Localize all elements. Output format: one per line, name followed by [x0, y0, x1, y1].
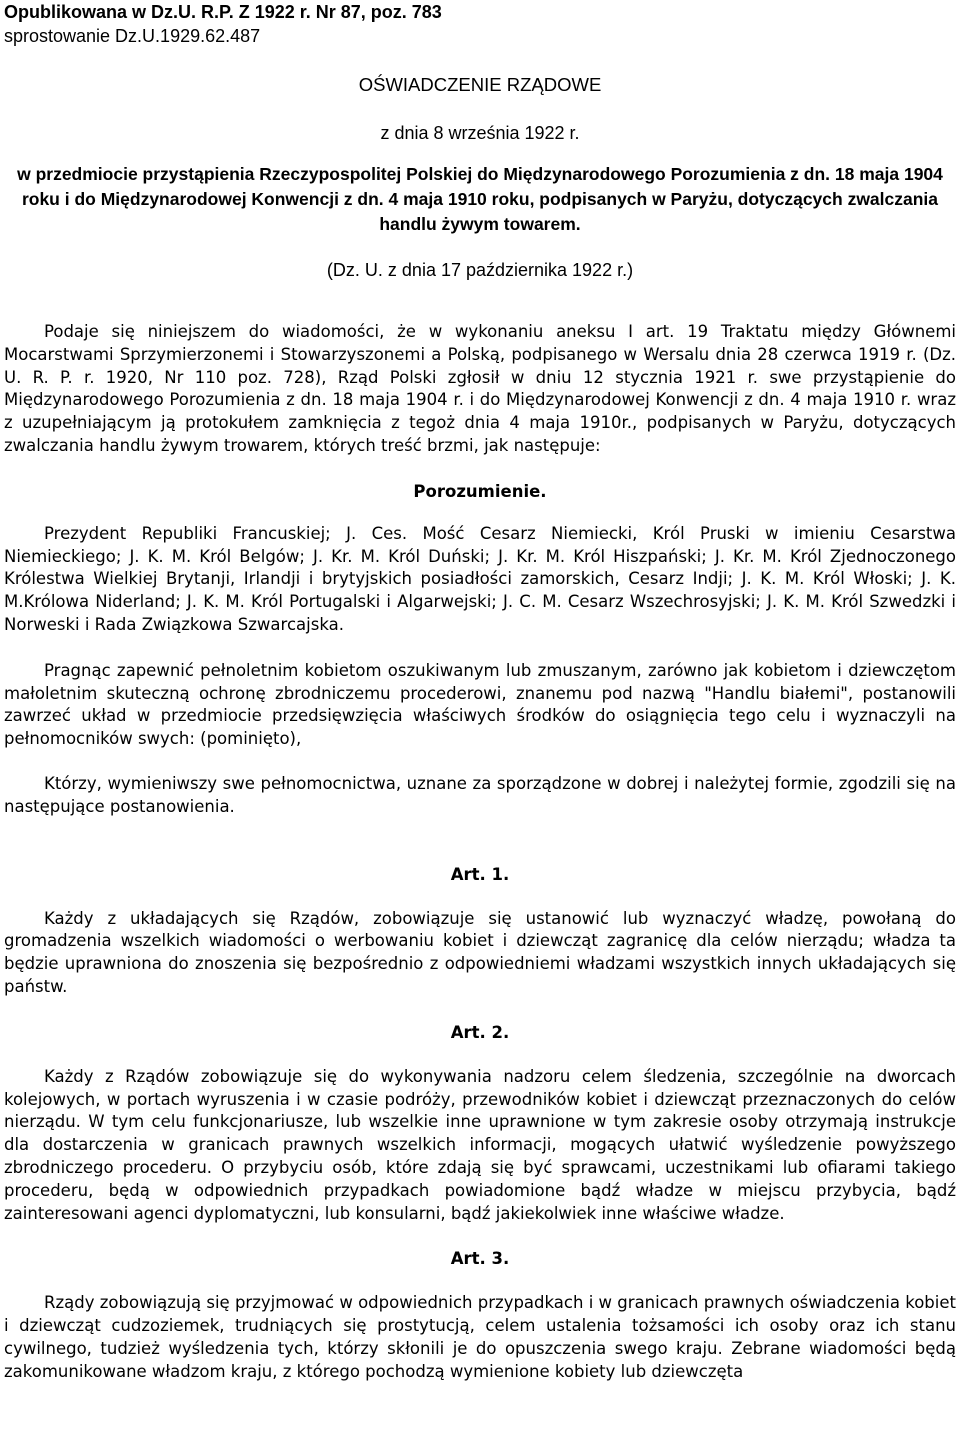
article-heading: Art. 2. — [450, 1022, 510, 1042]
correction-reference: sprostowanie Dz.U.1929.62.487 — [4, 26, 261, 46]
document-subject: w przedmiocie przystąpienia Rzeczypospolitej Polskiej do Międzynarodowego Porozumienia z dn. 18 maja 1904 roku i do Międzynarodowej Konwencji z dn. 4 maja 1910 roku, podpisanych w Paryżu, dotyczących zwalczania handlu żywym towarem. — [17, 164, 943, 234]
document-date: z dnia 8 września 1922 r. — [380, 123, 580, 143]
article-text: Każdy z układających się Rządów, zobowiązuje się ustanowić lub wyznaczyć władzę, powołaną do gromadzenia wszelkich wiadomości o werbowaniu kobiet i dziewcząt zagranicę dla celów nierządu; władza ta będzie uprawniona do znoszenia się bezpośrednio z odpowiedniemi władzami wszystkich innych układających się państw. — [4, 908, 956, 996]
journal-reference: (Dz. U. z dnia 17 października 1922 r.) — [326, 260, 634, 280]
article-3 — [4, 1248, 956, 1383]
document-page — [4, 0, 956, 1384]
plenipotentiaries-paragraph: Którzy, wymieniwszy swe pełnomocnictwa, uznane za sporządzone w dobrej i należytej formie, zgodzili się na następujące postanowienia. — [4, 773, 956, 816]
agreement-heading: Porozumienie. — [413, 481, 547, 501]
article-heading: Art. 3. — [450, 1249, 510, 1269]
article-1 — [4, 864, 956, 999]
publication-header — [4, 0, 956, 48]
publication-reference: Opublikowana w Dz.U. R.P. Z 1922 r. Nr 87, poz. 783 — [4, 2, 442, 22]
article-text: Każdy z Rządów zobowiązuje się do wykonywania nadzoru celem śledzenia, szczególnie na dworcach kolejowych, w portach wyruszenia i w czasie podróży, przewodników kobiet i dziewcząt przeznaczonych do celów nierządu. W tym celu funkcjonariusze, lub wszelkie inne uprawnione w tym zakresie osoby otrzymają instrukcje dla dostarczenia w granicach prawnych wszelkich informacji, mogących ułatwić wyśledzenie powyższego zbrodniczego procederu. O przybyciu osób, które zdają się być sprawcami, uczestnikami lub ofiarami takiego procederu, będą w odpowiednich przypadkach powiadomione bądź władze w miejscu przybycia, bądź zainteresowani agenci dyplomatyczni, lub konsularni, bądź jakiekolwiek inne właściwe władze. — [4, 1066, 956, 1223]
article-text: Rządy zobowiązują się przyjmować w odpowiednich przypadkach i w granicach prawnych oświadczenia kobiet i dziewcząt cudzoziemek, trudniących się prostytucją, celem ustalenia tożsamości ich osoby oraz ich stanu cywilnego, tudzież wyśledzenia tych, którzy skłonili je do opuszczenia swego kraju. Zebrane wiadomości będą zakomunikowane władzom kraju, z którego pochodzą wymienione kobiety lub dziewczęta — [4, 1293, 956, 1381]
intro-paragraph: Podaje się niniejszem do wiadomości, że w wykonaniu aneksu I art. 19 Traktatu między Głównemi Mocarstwami Sprzymierzonemi i Stowarzyszonemi a Polską, podpisanego w Wersalu dnia 28 czerwca 1919 r. (Dz. U. R. P. r. 1920, Nr 110 poz. 728), Rząd Polski zgłosił w dniu 12 stycznia 1921 r. swe przystąpienie do Międzynarodowego Porozumienia z dn. 18 maja 1904 r. i do Międzynarodowej Konwencji z dn. 4 maja 1910 r. wraz z uzupełniającym ją protokułem zamknięcia z tegoż dnia 4 maja 1910r., podpisanych w Paryżu, dotyczących zwalczania handlu żywym trowarem, których treść brzmi, jak następuje: — [4, 322, 956, 455]
document-title: OŚWIADCZENIE RZĄDOWE — [358, 74, 602, 95]
purpose-paragraph: Pragnąc zapewnić pełnoletnim kobietom oszukiwanym lub zmuszanym, zarówno jak kobietom i dziewczętom małoletnim skuteczną ochronę zbrodniczemu procederowi, znanemu pod nazwą "Handlu białemi", postanowili zawrzeć układ w przedmiocie przedsięwzięcia właściwych środków do osiągnięcia tego celu i wyznaczyli na pełnomocników swych: (pominięto), — [4, 660, 956, 749]
article-2 — [4, 1022, 956, 1226]
article-heading: Art. 1. — [450, 864, 510, 884]
parties-paragraph: Prezydent Republiki Francuskiej; J. Ces. Mość Cesarz Niemiecki, Król Pruski w imieniu Cesarstwa Niemieckiego; J. K. M. Król Belgów; J. Kr. M. Król Duński; J. Kr. M. Król Hiszpański; J. Kr. M. Król Zjednoczonego Królestwa Wielkiej Brytanji, Irlandji i brytyjskich posiadłości zamorskich, Cesarz Indji; J. K. M. Król Włoski; J. K. M.Królowa Niderland; J. K. M. Król Portugalski i Algarwejski; J. C. M. Cesarz Wszechrosyjski; J. K. M. Król Szwedzki i Norweski i Rada Związkowa Szwarcajska. — [4, 523, 956, 634]
